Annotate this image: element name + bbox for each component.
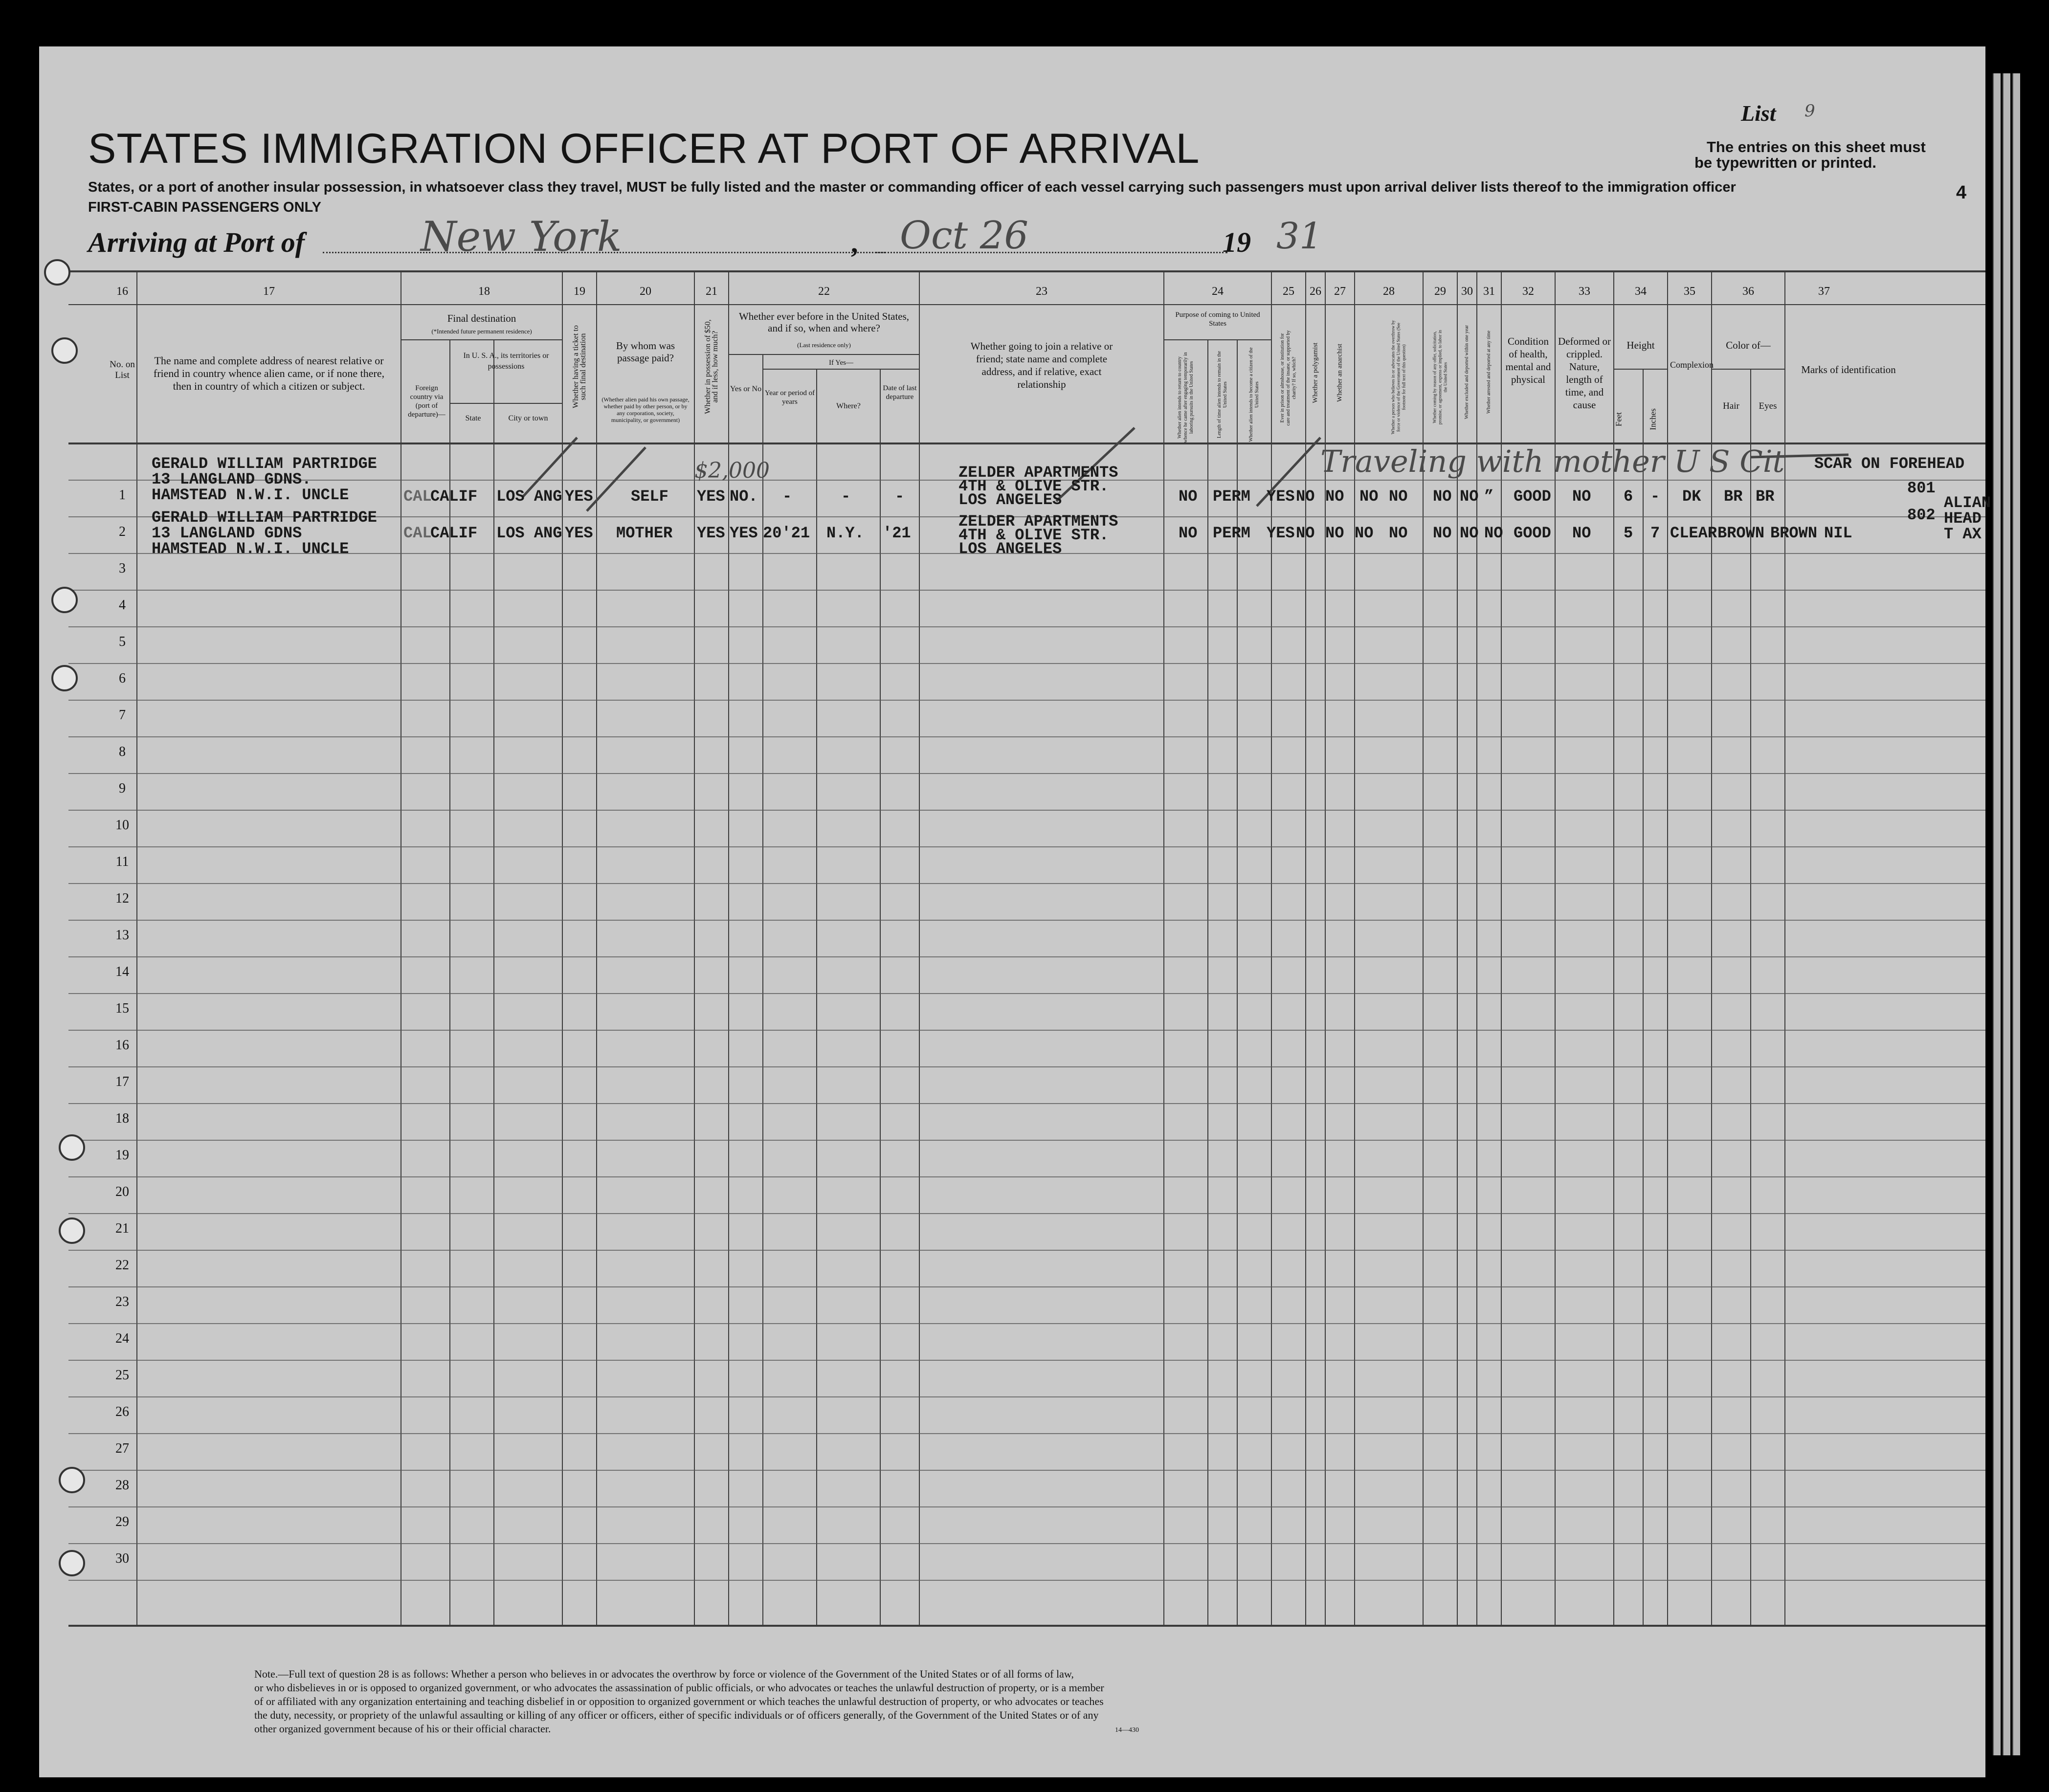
r1-where: -	[841, 487, 851, 506]
header-col18-sub: (*Intended future permanent residence)	[431, 328, 532, 335]
r2-anarchist: NO	[1355, 524, 1374, 542]
class-line: FIRST-CABIN PASSENGERS ONLY	[88, 199, 321, 215]
r1-inches: -	[1650, 487, 1660, 506]
colnum-31: 31	[1483, 285, 1495, 298]
binder-hole	[51, 665, 78, 691]
colnum-34: 34	[1635, 285, 1647, 298]
r2-eyes: BROWN	[1770, 524, 1818, 542]
r1-address: 13 LANGLAND GDNS.	[152, 470, 312, 488]
header-col36: Color of—	[1726, 339, 1771, 351]
r2-city: HAMSTEAD N.W.I. UNCLE	[152, 540, 349, 558]
list-label: List	[1741, 101, 1776, 126]
page-edge-1	[1993, 73, 2001, 1755]
header-col28: Whether a person who believes in or advocates the overthrow by force or violence of the Government of the United States (See footnote for full text of this question)	[1390, 320, 1406, 435]
port-name: New York	[421, 213, 622, 261]
r1-deformed: NO	[1572, 487, 1591, 506]
r2-join-3: LOS ANGELES	[958, 540, 1062, 558]
header-col18-state: State	[465, 414, 481, 422]
row-number: 8	[119, 744, 126, 759]
r1-ticket: YES	[565, 487, 593, 506]
r2-name: GERALD WILLIAM PARTRIDGE	[152, 509, 377, 527]
row-number: 18	[115, 1111, 129, 1126]
r2-length: PERM	[1213, 524, 1250, 542]
instruction-text: States, or a port of another insular possession, in whatsoever class they travel, MUST be fully listed and the master or commanding officer of each vessel carrying such passengers must upon arrival deliver lists thereof to the immigration officer	[88, 179, 1736, 195]
alien-stamp-1: ALIAN	[1944, 494, 1991, 512]
colnum-19: 19	[574, 285, 585, 298]
header-col23: Whether going to join a relative or friend; state name and complete address, and if relative, exact relationship	[970, 340, 1113, 390]
table-grid	[39, 46, 1985, 1777]
r1-name: GERALD WILLIAM PARTRIDGE	[152, 455, 377, 473]
header-col22-yes-no: Yes or No	[730, 385, 762, 393]
r1-join-1: ZELDER APARTMENTS	[958, 464, 1118, 482]
alien-stamp-3: T AX	[1944, 525, 1982, 543]
header-col18-title: Final destination	[447, 312, 516, 324]
header-col20-sub: (Whether alien paid his own passage, whether paid by other person, or by any corporation, society, municipality, or government)	[601, 396, 690, 423]
row-number: 13	[115, 928, 129, 943]
header-col37: Marks of identification	[1801, 364, 1896, 376]
r1-margin-number: 801	[1907, 479, 1936, 497]
r1-state: CALIF	[430, 487, 478, 506]
row-number: 10	[115, 818, 129, 833]
row-number: 5	[119, 634, 126, 649]
binder-hole	[44, 259, 70, 286]
r2-address: 13 LANGLAND GDNS	[152, 524, 302, 542]
colnum-30: 30	[1461, 285, 1473, 298]
binder-hole	[59, 1467, 85, 1493]
header-col24: Purpose of coming to United States	[1175, 311, 1260, 328]
header-col35: Complexion	[1670, 360, 1714, 370]
row-number: 9	[119, 781, 126, 796]
row-number: 20	[115, 1184, 129, 1199]
colnum-16: 16	[116, 285, 128, 298]
header-col21: Whether in possession of $50, and if less, how much?	[704, 319, 719, 414]
r1-return: NO	[1179, 487, 1198, 506]
colnum-26: 26	[1310, 285, 1321, 298]
year-suffix: 31	[1276, 215, 1323, 257]
r1-hair: BR	[1724, 487, 1743, 506]
r1-citizen: YES	[1267, 487, 1295, 506]
r2-q29: NO	[1433, 524, 1452, 542]
r1-date: -	[895, 487, 905, 506]
colnum-28: 28	[1383, 285, 1395, 298]
header-col22: Whether ever before in the United States, and if so, when and where?	[738, 310, 910, 334]
header-col20: By whom was passage paid?	[616, 340, 675, 364]
row-number: 7	[119, 708, 126, 723]
year-prefix: 19	[1223, 226, 1251, 258]
r1-q31: ”	[1484, 487, 1494, 506]
r2-return: NO	[1179, 524, 1198, 542]
r1-prison: NO	[1296, 487, 1315, 506]
r1-foreign: CAL	[403, 487, 432, 506]
r2-inches: 7	[1650, 524, 1660, 542]
r2-q31: NO	[1484, 524, 1503, 542]
binder-hole	[51, 337, 78, 364]
typewritten-note-2: be typewritten or printed.	[1694, 154, 1877, 171]
r2-state: CALIF	[430, 524, 478, 542]
r2-complexion: CLEAR	[1670, 524, 1717, 542]
row-number: 27	[115, 1441, 129, 1456]
header-col34-feet: Feet	[1614, 412, 1624, 427]
r2-polygamist: NO	[1325, 524, 1344, 542]
r1-money: YES	[697, 487, 725, 506]
r2-feet: 5	[1624, 524, 1633, 542]
colnum-22: 22	[818, 285, 830, 298]
sheet-number: 4	[1956, 182, 1967, 203]
header-col33: Deformed or crippled. Nature, length of time, and cause	[1558, 335, 1611, 411]
header-col17: The name and complete address of nearest relative or friend in country whence alien came, or if none there, then in country of which a citizen or subject.	[153, 354, 385, 392]
row-number: 21	[115, 1221, 129, 1236]
header-col22-sub: (Last residence only)	[797, 341, 851, 349]
row-number: 17	[115, 1074, 129, 1089]
colnum-33: 33	[1579, 285, 1590, 298]
typewritten-note-1: The entries on this sheet must	[1707, 138, 1926, 155]
r2-marks: NIL	[1824, 524, 1852, 542]
r1-q29: NO	[1433, 487, 1452, 506]
r2-hair: BROWN	[1717, 524, 1765, 542]
r1-join-3: LOS ANGELES	[958, 491, 1062, 509]
arriving-label: Arriving at Port of	[88, 226, 305, 258]
row-number: 23	[115, 1294, 129, 1309]
row-number: 25	[115, 1368, 129, 1383]
r2-prison: NO	[1296, 524, 1315, 542]
r2-health: GOOD	[1514, 524, 1551, 542]
header-col34: Height	[1626, 339, 1655, 351]
row-number: 29	[115, 1514, 129, 1529]
header-col30: Whether excluded and deported within one year	[1464, 325, 1470, 420]
r1-health: GOOD	[1514, 487, 1551, 506]
header-col18-city: City or town	[508, 414, 548, 422]
row-number: 16	[115, 1038, 129, 1053]
r2-money: YES	[697, 524, 725, 542]
r1-length: PERM	[1213, 487, 1250, 506]
r2-before: YES	[730, 524, 758, 542]
header-col27: Whether an anarchist	[1336, 344, 1344, 402]
header-col24-a: Whether alien intends to return to country whence he came after engaging temporarily in laboring pursuits in the United States	[1177, 352, 1194, 443]
handwritten-note: Traveling with mother U S Cit	[1320, 443, 1785, 479]
r1-before: NO.	[730, 487, 758, 506]
r2-date: '21	[883, 524, 911, 542]
row-number: 12	[115, 891, 129, 906]
binder-hole	[59, 1550, 85, 1576]
list-number: 9	[1804, 101, 1815, 121]
header-col31: Whether arrested and deported at any time	[1486, 331, 1492, 414]
footnote-line-1: Note.—Full text of question 28 is as follows: Whether a person who believes in or advocates the overthrow by force or violence of the Government of the United States or of all forms of law,	[254, 1668, 1074, 1680]
r2-where: N.Y.	[826, 524, 864, 542]
footnote-line-2: or who disbelieves in or is opposed to organized government, or who advocates the assassination of public officials, or who advocates or teaches the unlawful destruction of property, or is a member	[254, 1681, 1104, 1694]
row-number: 4	[119, 597, 126, 613]
alien-stamp-2: HEAD	[1944, 509, 1982, 528]
r2-town: LOS ANG	[496, 524, 562, 542]
row-number: 1	[119, 487, 126, 503]
r1-city: HAMSTEAD N.W.I. UNCLE	[152, 486, 349, 504]
header-col25: Ever in prison or almshouse, or institution for care and treatment of the insane, or supported by charity? If so, which?	[1280, 330, 1297, 426]
row-number: 22	[115, 1258, 129, 1273]
row-number: 14	[115, 964, 129, 979]
header-col18-foreign: Foreign country via (port of departure)—	[408, 384, 445, 419]
header-col29: Whether coming by reason of any offer, solicitation, promise, or agreement, express or implied, to labor in the United States	[1432, 330, 1448, 425]
header-col22-if-yes: If Yes—	[828, 359, 853, 367]
r2-join-1: ZELDER APARTMENTS	[958, 512, 1118, 531]
colnum-32: 32	[1522, 285, 1534, 298]
colnum-27: 27	[1334, 285, 1346, 298]
colnum-29: 29	[1434, 285, 1446, 298]
header-col36-eyes: Eyes	[1759, 401, 1777, 411]
colnum-35: 35	[1684, 285, 1695, 298]
r1-money-hand: $2,000	[694, 458, 770, 483]
row-number: 24	[115, 1331, 129, 1346]
r1-eyes: BR	[1756, 487, 1775, 506]
arrival-date: Oct 26	[900, 214, 1029, 258]
colnum-20: 20	[640, 285, 651, 298]
page-title: STATES IMMIGRATION OFFICER AT PORT OF ARRIVAL	[88, 125, 1200, 172]
r2-q30: NO	[1460, 524, 1479, 542]
binder-hole	[51, 587, 78, 613]
header-col18-usa: In U. S. A., its territories or possessions	[463, 352, 549, 371]
r2-paid: MOTHER	[616, 524, 673, 542]
row-number: 3	[119, 561, 126, 576]
r2-q28: NO	[1389, 524, 1408, 542]
r1-polygamist: NO	[1325, 487, 1344, 506]
r2-year: 20'21	[763, 524, 810, 542]
r1-q30: NO	[1460, 487, 1479, 506]
footnote-line-5: other organized government because of his or their official character.	[254, 1723, 551, 1735]
r1-anarchist: NO	[1359, 487, 1379, 506]
r2-citizen: YES	[1267, 524, 1295, 542]
colnum-36: 36	[1742, 285, 1754, 298]
header-col22-year: Year or period of years	[764, 389, 815, 406]
r1-q28: NO	[1389, 487, 1408, 506]
row-number: 2	[119, 524, 126, 539]
r2-ticket: YES	[565, 524, 593, 542]
r1-paid: SELF	[631, 487, 668, 506]
header-col36-hair: Hair	[1723, 401, 1739, 411]
page-edge-2	[2003, 73, 2010, 1755]
r1-marks: SCAR ON FOREHEAD	[1814, 455, 1965, 473]
header-col24-b: Length of time alien intends to remain in the United States	[1217, 351, 1228, 439]
binder-hole	[59, 1134, 85, 1161]
colnum-21: 21	[706, 285, 717, 298]
colnum-37: 37	[1818, 285, 1830, 298]
header-no-on-list: No. on List	[110, 359, 135, 380]
r1-town: LOS ANG	[496, 487, 562, 506]
r1-feet: 6	[1624, 487, 1633, 506]
page-edge-3	[2012, 73, 2020, 1755]
colnum-18: 18	[478, 285, 490, 298]
row-number: 6	[119, 671, 126, 686]
footnote-line-4: the duty, necessity, or propriety of the unlawful assaulting or killing of any officer or officers, either of specific individuals or of officers generally, of the Government of the United States or of any	[254, 1709, 1099, 1721]
r2-foreign: CAL	[403, 524, 432, 542]
header-col22-where: Where?	[836, 402, 861, 410]
r1-year: -	[782, 487, 792, 506]
header-col34-inches: Inches	[1648, 408, 1658, 430]
row-number: 28	[115, 1478, 129, 1493]
row-number: 30	[115, 1551, 129, 1566]
colnum-25: 25	[1283, 285, 1294, 298]
comma: ,	[851, 227, 858, 259]
row-number: 15	[115, 1001, 129, 1016]
r2-margin-number: 802	[1907, 506, 1936, 524]
r2-deformed: NO	[1572, 524, 1591, 542]
header-col26: Whether a polygamist	[1312, 342, 1319, 403]
colnum-24: 24	[1212, 285, 1224, 298]
row-number: 19	[115, 1148, 129, 1163]
r2-join-2: 4TH & OLIVE STR.	[958, 526, 1109, 544]
manifest-page	[39, 46, 1991, 1777]
row-number: 26	[115, 1404, 129, 1419]
row-number: 11	[115, 854, 129, 869]
header-col32: Condition of health, mental and physical	[1505, 335, 1551, 385]
footnote-line-3: of or affiliated with any organization entertaining and teaching disbelief in or opposition to organized government or which teaches the unlawful destruction of property, or who advocates or teaches	[254, 1695, 1104, 1707]
header-col19: Whether having a ticket to such final destination	[572, 325, 587, 408]
header-col24-c: Whether alien intends to become a citizen of the United States	[1248, 347, 1260, 442]
binder-hole	[59, 1217, 85, 1244]
colnum-17: 17	[263, 285, 275, 298]
r1-complexion: DK	[1682, 487, 1701, 506]
form-number: 14—430	[1115, 1726, 1139, 1734]
header-col22-date: Date of last departure	[883, 384, 917, 401]
colnum-23: 23	[1036, 285, 1047, 298]
r1-join-2: 4TH & OLIVE STR.	[958, 477, 1109, 495]
